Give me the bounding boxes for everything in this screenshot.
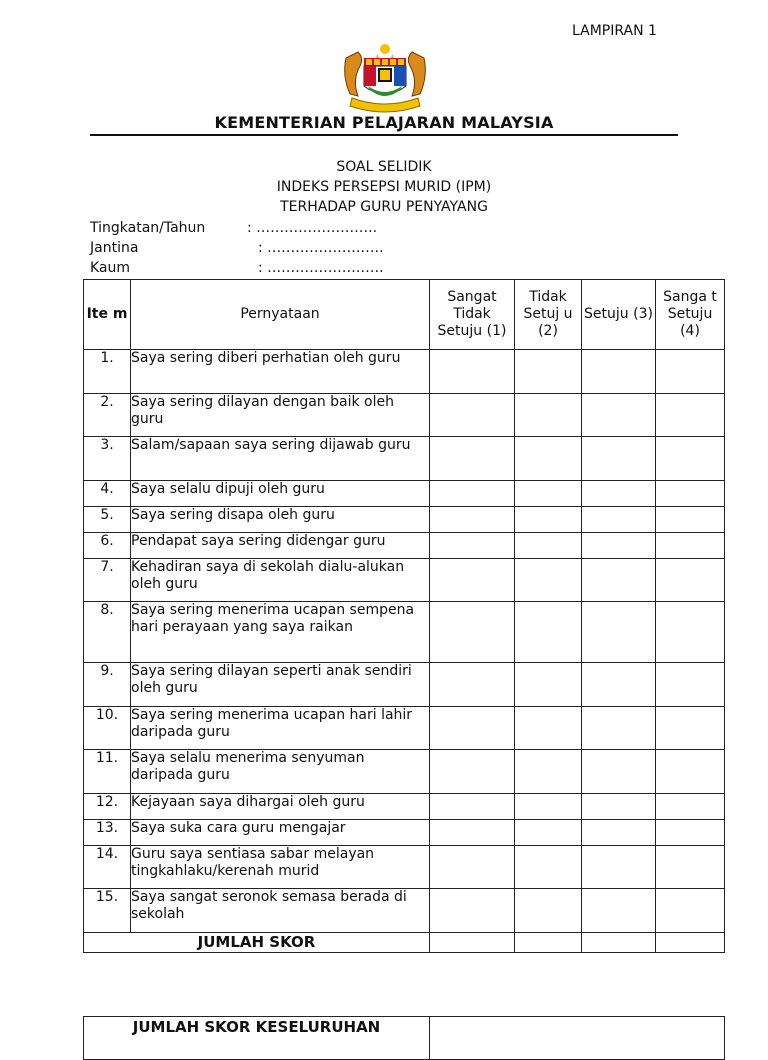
header-tidak-setuju: Tidak Setuj u (2) bbox=[515, 280, 582, 350]
header-divider bbox=[90, 134, 678, 136]
rating-cell-2[interactable] bbox=[515, 889, 582, 933]
statement-text: Kehadiran saya di sekolah dialu-alukan oleh guru bbox=[131, 559, 430, 602]
coat-of-arms-icon bbox=[338, 40, 432, 114]
table-row bbox=[84, 394, 725, 437]
total-row bbox=[84, 933, 725, 953]
item-number: 14. bbox=[84, 846, 131, 889]
rating-cell-1[interactable] bbox=[430, 820, 515, 846]
rating-cell-3[interactable] bbox=[582, 602, 656, 663]
table-row bbox=[84, 533, 725, 559]
rating-cell-2[interactable] bbox=[515, 794, 582, 820]
item-number: 9. bbox=[84, 663, 131, 707]
item-number: 2. bbox=[84, 394, 131, 437]
overall-score-table bbox=[83, 1016, 725, 1060]
rating-cell-3[interactable] bbox=[582, 707, 656, 750]
total-cell[interactable] bbox=[582, 933, 656, 953]
rating-cell-1[interactable] bbox=[430, 602, 515, 663]
statement-text: Guru saya sentiasa sabar melayan tingkahlaku/kerenah murid bbox=[131, 846, 430, 889]
rating-cell-3[interactable] bbox=[582, 794, 656, 820]
header-setuju: Setuju (3) bbox=[582, 280, 656, 350]
table-row bbox=[84, 707, 725, 750]
rating-cell-2[interactable] bbox=[515, 846, 582, 889]
rating-cell-1[interactable] bbox=[430, 750, 515, 794]
rating-cell-1[interactable] bbox=[430, 481, 515, 507]
item-number: 1. bbox=[84, 350, 131, 394]
statement-text: Saya sering diberi perhatian oleh guru bbox=[131, 350, 430, 394]
rating-cell-2[interactable] bbox=[515, 820, 582, 846]
statement-text: Kejayaan saya dihargai oleh guru bbox=[131, 794, 430, 820]
rating-cell-3[interactable] bbox=[582, 750, 656, 794]
rating-cell-4[interactable] bbox=[656, 750, 725, 794]
table-row bbox=[84, 794, 725, 820]
rating-cell-1[interactable] bbox=[430, 533, 515, 559]
table-row bbox=[84, 437, 725, 481]
rating-cell-4[interactable] bbox=[656, 602, 725, 663]
info-label: Kaum bbox=[90, 260, 131, 276]
statement-text: Saya sering dilayan dengan baik oleh guru bbox=[131, 394, 430, 437]
statement-text: Saya selalu menerima senyuman daripada guru bbox=[131, 750, 430, 794]
rating-cell-4[interactable] bbox=[656, 794, 725, 820]
info-label: Jantina bbox=[90, 240, 139, 256]
item-number: 7. bbox=[84, 559, 131, 602]
rating-cell-4[interactable] bbox=[656, 481, 725, 507]
statement-text: Saya selalu dipuji oleh guru bbox=[131, 481, 430, 507]
table-row bbox=[84, 507, 725, 533]
rating-cell-2[interactable] bbox=[515, 533, 582, 559]
statement-text: Saya sering dilayan seperti anak sendiri oleh guru bbox=[131, 663, 430, 707]
total-cell[interactable] bbox=[656, 933, 725, 953]
table-row bbox=[84, 559, 725, 602]
rating-cell-4[interactable] bbox=[656, 394, 725, 437]
table-row bbox=[84, 889, 725, 933]
table-header-row bbox=[84, 280, 725, 350]
rating-cell-4[interactable] bbox=[656, 437, 725, 481]
rating-cell-4[interactable] bbox=[656, 663, 725, 707]
rating-cell-4[interactable] bbox=[656, 507, 725, 533]
table-row bbox=[84, 663, 725, 707]
survey-subtitle-ipm: INDEKS PERSEPSI MURID (IPM) bbox=[276, 179, 492, 195]
lampiran-label: LAMPIRAN 1 bbox=[572, 23, 657, 39]
item-number: 13. bbox=[84, 820, 131, 846]
rating-cell-4[interactable] bbox=[656, 707, 725, 750]
header-sangat-setuju: Sanga t Setuju (4) bbox=[656, 280, 725, 350]
rating-cell-2[interactable] bbox=[515, 350, 582, 394]
info-value[interactable]: : …………………….. bbox=[247, 220, 378, 236]
rating-cell-1[interactable] bbox=[430, 559, 515, 602]
rating-cell-2[interactable] bbox=[515, 437, 582, 481]
rating-cell-3[interactable] bbox=[582, 889, 656, 933]
rating-cell-4[interactable] bbox=[656, 350, 725, 394]
rating-cell-1[interactable] bbox=[430, 794, 515, 820]
item-number: 12. bbox=[84, 794, 131, 820]
item-number: 11. bbox=[84, 750, 131, 794]
rating-cell-3[interactable] bbox=[582, 350, 656, 394]
rating-cell-2[interactable] bbox=[515, 507, 582, 533]
rating-cell-2[interactable] bbox=[515, 750, 582, 794]
item-number: 10. bbox=[84, 707, 131, 750]
rating-cell-3[interactable] bbox=[582, 437, 656, 481]
rating-cell-1[interactable] bbox=[430, 707, 515, 750]
statement-text: Saya sering menerima ucapan sempena hari perayaan yang saya raikan bbox=[131, 602, 430, 663]
rating-cell-3[interactable] bbox=[582, 846, 656, 889]
header-statement: Pernyataan bbox=[131, 280, 430, 350]
item-number: 15. bbox=[84, 889, 131, 933]
rating-cell-2[interactable] bbox=[515, 602, 582, 663]
rating-cell-3[interactable] bbox=[582, 394, 656, 437]
rating-cell-1[interactable] bbox=[430, 889, 515, 933]
rating-cell-1[interactable] bbox=[430, 663, 515, 707]
rating-cell-3[interactable] bbox=[582, 507, 656, 533]
questionnaire-table bbox=[83, 279, 725, 953]
rating-cell-4[interactable] bbox=[656, 820, 725, 846]
header-item: Ite m bbox=[84, 280, 131, 350]
statement-text: Saya sering disapa oleh guru bbox=[131, 507, 430, 533]
overall-score-cell[interactable] bbox=[430, 1017, 725, 1060]
info-label: Tingkatan/Tahun bbox=[90, 220, 206, 236]
info-value[interactable]: : ……………………. bbox=[258, 260, 384, 276]
total-cell[interactable] bbox=[430, 933, 515, 953]
item-number: 5. bbox=[84, 507, 131, 533]
rating-cell-3[interactable] bbox=[582, 559, 656, 602]
survey-subtitle-guru: TERHADAP GURU PENYAYANG bbox=[280, 199, 488, 215]
rating-cell-2[interactable] bbox=[515, 663, 582, 707]
table-row bbox=[84, 820, 725, 846]
rating-cell-4[interactable] bbox=[656, 846, 725, 889]
rating-cell-1[interactable] bbox=[430, 507, 515, 533]
rating-cell-4[interactable] bbox=[656, 533, 725, 559]
rating-cell-3[interactable] bbox=[582, 533, 656, 559]
rating-cell-3[interactable] bbox=[582, 663, 656, 707]
table-row bbox=[84, 846, 725, 889]
table-row bbox=[84, 350, 725, 394]
table-row bbox=[84, 481, 725, 507]
total-label: JUMLAH SKOR bbox=[84, 933, 430, 953]
item-number: 8. bbox=[84, 602, 131, 663]
table-row bbox=[84, 750, 725, 794]
rating-cell-2[interactable] bbox=[515, 707, 582, 750]
rating-cell-2[interactable] bbox=[515, 481, 582, 507]
survey-title: SOAL SELIDIK bbox=[336, 159, 432, 175]
table-row bbox=[84, 602, 725, 663]
total-cell[interactable] bbox=[515, 933, 582, 953]
rating-cell-1[interactable] bbox=[430, 394, 515, 437]
rating-cell-1[interactable] bbox=[430, 846, 515, 889]
item-number: 4. bbox=[84, 481, 131, 507]
statement-text: Saya sering menerima ucapan hari lahir daripada guru bbox=[131, 707, 430, 750]
item-number: 6. bbox=[84, 533, 131, 559]
survey-titles bbox=[0, 157, 768, 217]
rating-cell-4[interactable] bbox=[656, 559, 725, 602]
rating-cell-3[interactable] bbox=[582, 820, 656, 846]
rating-cell-4[interactable] bbox=[656, 889, 725, 933]
rating-cell-1[interactable] bbox=[430, 350, 515, 394]
overall-score-label: JUMLAH SKOR KESELURUHAN bbox=[84, 1017, 430, 1060]
ministry-title: KEMENTERIAN PELAJARAN MALAYSIA bbox=[214, 113, 554, 132]
statement-text: Salam/sapaan saya sering dijawab guru bbox=[131, 437, 430, 481]
item-number: 3. bbox=[84, 437, 131, 481]
rating-cell-1[interactable] bbox=[430, 437, 515, 481]
info-value[interactable]: : ……………………. bbox=[258, 240, 384, 256]
rating-cell-2[interactable] bbox=[515, 394, 582, 437]
statement-text: Saya suka cara guru mengajar bbox=[131, 820, 430, 846]
header-sangat-tidak-setuju: Sangat Tidak Setuju (1) bbox=[430, 280, 515, 350]
statement-text: Pendapat saya sering didengar guru bbox=[131, 533, 430, 559]
rating-cell-2[interactable] bbox=[515, 559, 582, 602]
statement-text: Saya sangat seronok semasa berada di sekolah bbox=[131, 889, 430, 933]
rating-cell-3[interactable] bbox=[582, 481, 656, 507]
